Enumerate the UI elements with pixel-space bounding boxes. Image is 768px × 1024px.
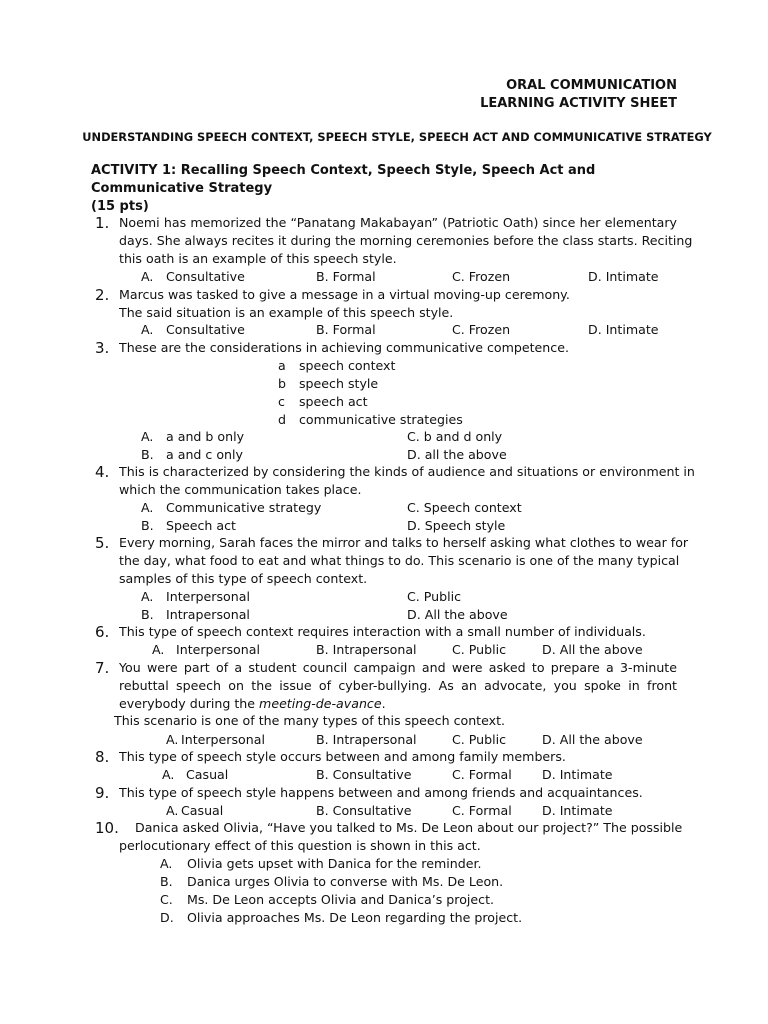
activity-points: (15 pts) [91,199,149,214]
question-text: This type of speech style occurs between and among family members. [119,749,566,764]
option-text: Consultative [166,322,245,337]
option-text: D. All the above [542,642,643,657]
option-text: a and c only [166,447,243,462]
choice-letter: C. [160,892,173,907]
question-text: the day, what food to eat and what things to do. This scenario is one of the many typical [119,553,680,568]
option-text: B. Intrapersonal [316,642,417,657]
item-text: communicative strategies [299,412,463,427]
option-text: D. Intimate [588,322,659,337]
item-text: speech context [299,358,396,373]
item-text: speech style [299,376,379,391]
option-letter: A. [141,322,154,337]
item-letter: a [278,358,286,373]
option-letter: A. [141,269,154,284]
option-text: C. Formal [452,767,512,782]
question-text: samples of this type of speech context. [119,571,368,586]
option-letter: A. [141,589,154,604]
choice-letter: A. [160,856,173,871]
option-text: C. Public [452,642,507,657]
option-text: D. all the above [407,447,507,462]
option-text: Interpersonal [181,732,265,747]
question-text: The said situation is an example of this speech style. [119,305,454,320]
item-letter: d [278,412,286,427]
option-text: Interpersonal [166,589,250,604]
option-text: D. Intimate [542,803,613,818]
question-text: This type of speech style happens between and among friends and acquaintances. [119,785,643,800]
option-text: D. Intimate [588,269,659,284]
sheet-title: LEARNING ACTIVITY SHEET [480,96,677,111]
option-text: B. Formal [316,269,376,284]
activity-heading [91,162,681,216]
option-letter: A. [166,803,179,818]
choice-text: Olivia gets upset with Danica for the reminder. [187,856,482,871]
question-number: 3. [95,339,110,357]
option-letter: A. [141,500,154,515]
question-text: This type of speech context requires interaction with a small number of individuals. [119,624,646,639]
option-text: C. b and d only [407,429,503,444]
question-text: this oath is an example of this speech style. [119,251,397,266]
option-text: a and b only [166,429,245,444]
question-number: 6. [95,623,110,641]
question-text: You were part of a student council campaign and were asked to prepare a 3-minute [119,660,677,675]
choice-letter: D. [160,910,174,925]
question-text: These are the considerations in achieving communicative competence. [119,340,569,355]
option-text: Communicative strategy [166,500,322,515]
option-letter: A. [152,642,165,657]
option-text: C. Speech context [407,500,522,515]
question-text: Danica asked Olivia, “Have you talked to Ms. De Leon about our project?” The possible [135,820,683,835]
question-text: everybody during the meeting-de-avance. [119,696,386,711]
option-text: C. Public [452,732,507,747]
question-text: perlocutionary effect of this question is shown in this act. [119,838,481,853]
option-letter: A. [141,429,154,444]
option-text: D. Speech style [407,518,506,533]
choice-text: Olivia approaches Ms. De Leon regarding the project. [187,910,523,925]
question-number: 9. [95,784,110,802]
question-text: rebuttal speech on the issue of cyber-bullying. As an advocate, you spoke in front [119,678,677,693]
option-letter: B. [141,607,154,622]
option-text: C. Public [407,589,462,604]
option-text: Speech act [166,518,236,533]
question-number: 1. [95,214,110,232]
option-letter: B. [141,518,154,533]
item-letter: c [278,394,285,409]
item-text: speech act [299,394,368,409]
option-text: C. Frozen [452,322,511,337]
option-text: C. Formal [452,803,512,818]
option-letter: A. [166,732,179,747]
choice-text: Danica urges Olivia to converse with Ms. De Leon. [187,874,504,889]
item-letter: b [278,376,286,391]
option-letter: B. [141,447,154,462]
question-number: 2. [95,286,110,304]
question-number: 4. [95,463,110,481]
question-text: days. She always recites it during the morning ceremonies before the class starts. Reciting [119,233,693,248]
question-text: This scenario is one of the many types of this speech context. [114,713,506,728]
question-text: Noemi has memorized the “Panatang Makabayan” (Patriotic Oath) since her elementary [119,215,677,230]
question-number: 5. [95,534,110,552]
option-text: B. Consultative [316,767,412,782]
question-number: 7. [95,659,110,677]
option-text: C. Frozen [452,269,511,284]
option-text: B. Intrapersonal [316,732,417,747]
option-text: D. All the above [542,732,643,747]
choice-text: Ms. De Leon accepts Olivia and Danica’s project. [187,892,495,907]
question-text: This is characterized by considering the kinds of audience and situations or environment in [119,464,695,479]
question-text: which the communication takes place. [119,482,362,497]
subject-title: ORAL COMMUNICATION [506,78,677,93]
option-text: Interpersonal [176,642,260,657]
option-text: B. Consultative [316,803,412,818]
question-text: Marcus was tasked to give a message in a virtual moving-up ceremony. [119,287,570,302]
question-text: Every morning, Sarah faces the mirror and talks to herself asking what clothes to wear for [119,535,689,550]
option-text: Intrapersonal [166,607,250,622]
option-text: Consultative [166,269,245,284]
option-text: B. Formal [316,322,376,337]
topic-heading: UNDERSTANDING SPEECH CONTEXT, SPEECH STYLE, SPEECH ACT AND COMMUNICATIVE STRATEGY [82,130,712,144]
option-text: Casual [186,767,229,782]
activity-title: ACTIVITY 1: Recalling Speech Context, Speech Style, Speech Act and Communicative Strategy [91,163,596,196]
choice-letter: B. [160,874,173,889]
option-text: D. All the above [407,607,508,622]
question-number: 8. [95,748,110,766]
option-letter: A. [162,767,175,782]
option-text: D. Intimate [542,767,613,782]
question-number: 10. [95,819,119,837]
option-text: Casual [181,803,224,818]
